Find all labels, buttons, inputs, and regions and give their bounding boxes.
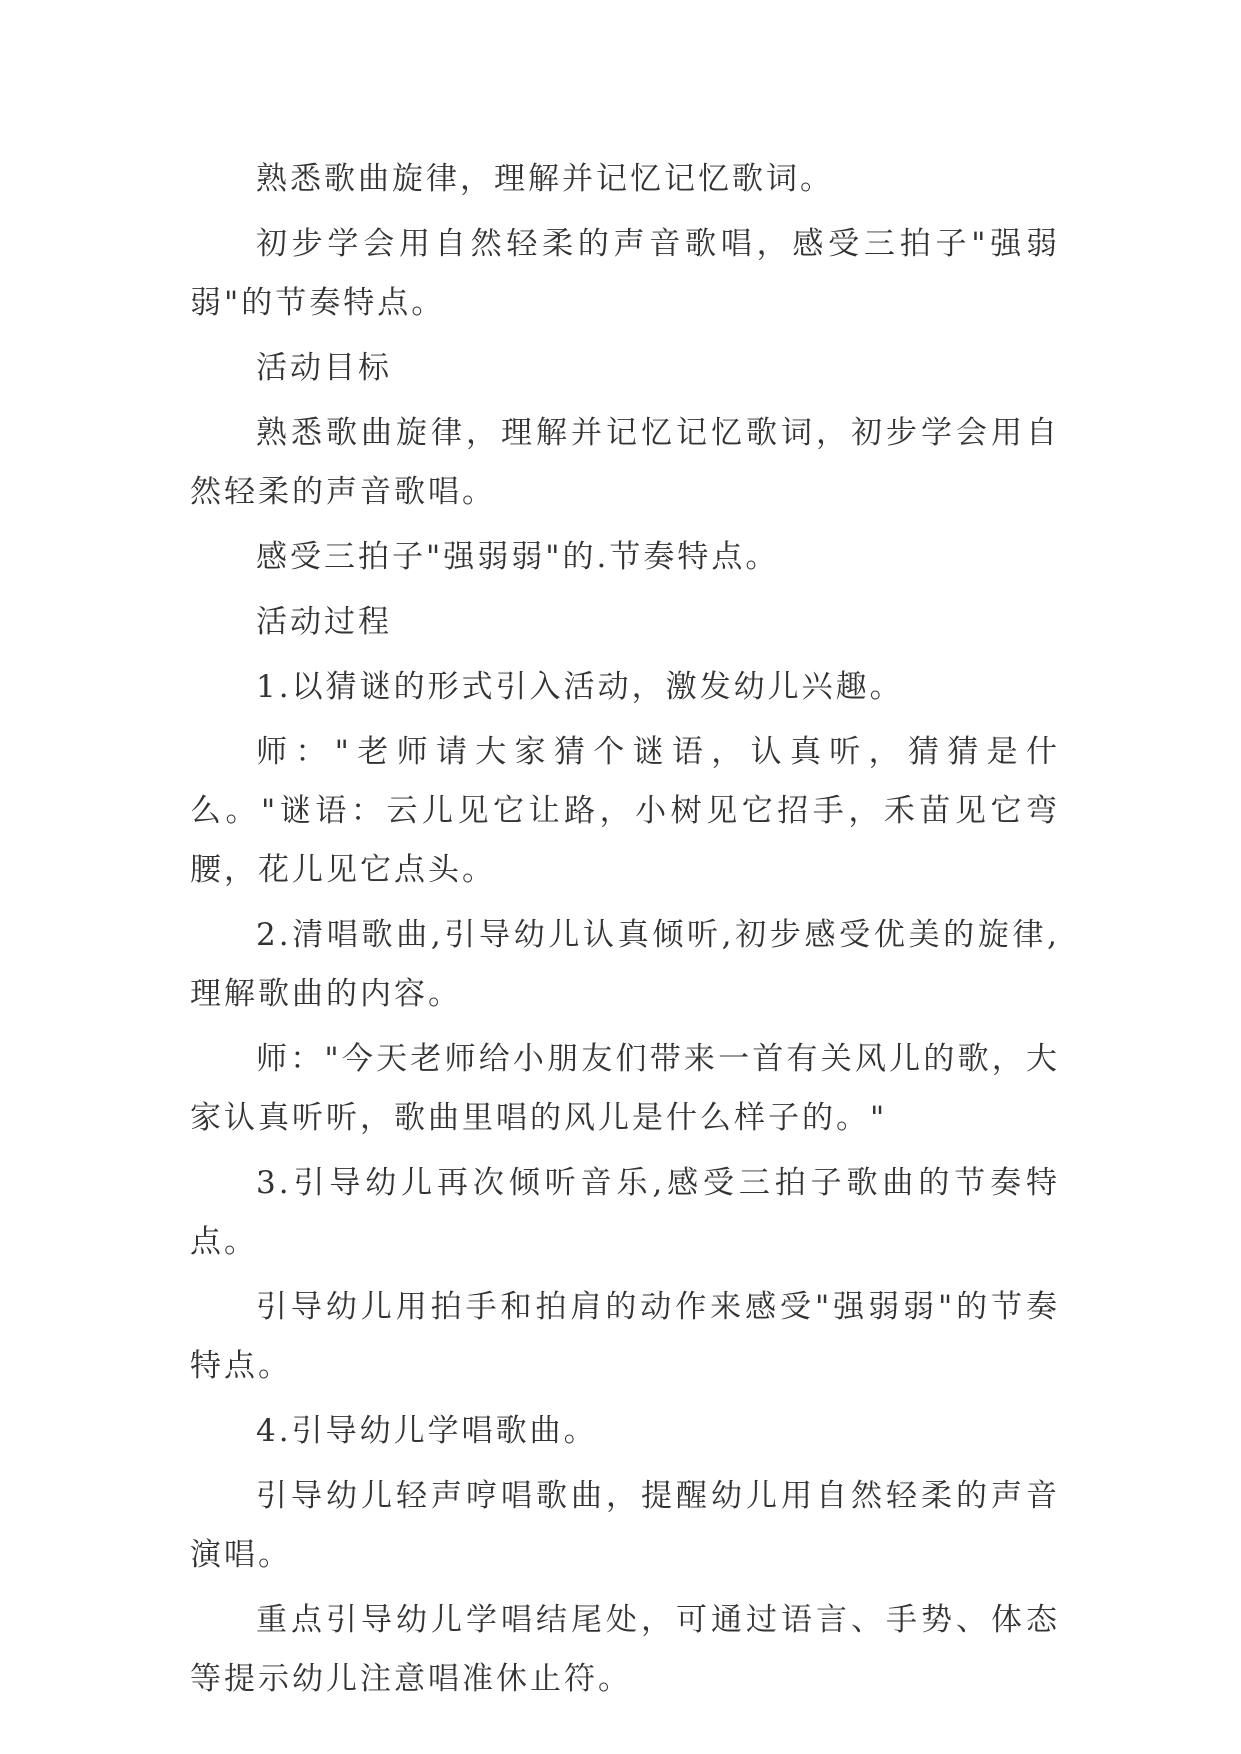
step-item: 4.引导幼儿学唱歌曲。 bbox=[256, 1413, 598, 1449]
paragraph: 重点引导幼儿学唱结尾处，可通过语言、手势、体态等提示幼儿注意唱准休止符。 bbox=[190, 1602, 1060, 1697]
section-heading: 活动过程 bbox=[256, 604, 392, 640]
paragraph: 熟悉歌曲旋律，理解并记忆记忆歌词，初步学会用自然轻柔的声音歌唱。 bbox=[190, 415, 1060, 510]
step-item: 3.引导幼儿再次倾听音乐,感受三拍子歌曲的节奏特点。 bbox=[190, 1165, 1060, 1260]
step-item: 1.以猜谜的形式引入活动，激发幼儿兴趣。 bbox=[256, 669, 904, 705]
paragraph: 引导幼儿轻声哼唱歌曲，提醒幼儿用自然轻柔的声音演唱。 bbox=[190, 1478, 1060, 1573]
section-heading: 活动目标 bbox=[256, 350, 392, 386]
paragraph: 引导幼儿用拍手和拍肩的动作来感受"强弱弱"的节奏特点。 bbox=[190, 1289, 1060, 1384]
paragraph: 感受三拍子"强弱弱"的.节奏特点。 bbox=[256, 539, 780, 575]
paragraph: 师："老师请大家猜个谜语，认真听，猜猜是什么。"谜语：云儿见它让路，小树见它招手，禾苗见它弯腰，花儿见它点头。 bbox=[190, 734, 1060, 888]
paragraph: 初步学会用自然轻柔的声音歌唱，感受三拍子"强弱弱"的节奏特点。 bbox=[190, 226, 1060, 321]
paragraph: 师："今天老师给小朋友们带来一首有关风儿的歌，大家认真听听，歌曲里唱的风儿是什么样子的。" bbox=[190, 1041, 1060, 1136]
document-body bbox=[190, 150, 1060, 1715]
step-item: 2.清唱歌曲,引导幼儿认真倾听,初步感受优美的旋律,理解歌曲的内容。 bbox=[190, 917, 1060, 1012]
paragraph: 熟悉歌曲旋律，理解并记忆记忆歌词。 bbox=[256, 161, 834, 197]
